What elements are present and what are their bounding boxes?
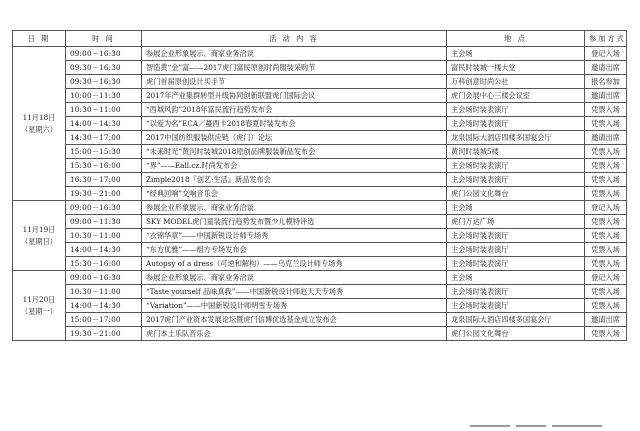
table-header-row <box>13 31 627 47</box>
table-row <box>13 47 627 61</box>
weekday-label: （星期日） <box>21 236 57 246</box>
time-cell: 14:30－17:00 <box>66 131 142 145</box>
table-body <box>13 47 627 341</box>
mode-cell: 凭票入场 <box>585 117 627 131</box>
table-row <box>13 173 627 187</box>
content-cell: Autopsy of a dress（可逆和解构）——乌克兰设计师专场秀 <box>142 257 447 271</box>
content-cell: 2017年产业集群转型升级协同创新联盟虎门国际会议 <box>142 89 447 103</box>
mode-cell: 凭票入场 <box>585 229 627 243</box>
content-cell: Zimple2018『创艺·生活』新品发布会 <box>142 173 447 187</box>
place-cell: 虎门万达广场 <box>447 215 585 229</box>
time-cell: 15:00－17:00 <box>66 313 142 327</box>
place-cell: 龙泉国际大酒店四楼多国宴会厅 <box>447 131 585 145</box>
content-cell: 2017虎门产业资本发展论坛暨虎门信博优选基金成立发布会 <box>142 313 447 327</box>
content-cell: “以爱为名”ECA／蔓酉卡2018春夏时装发布会 <box>142 117 447 131</box>
header-mode: 参加方式 <box>585 31 627 47</box>
place-cell: 虎门公园文化舞台 <box>447 327 585 341</box>
time-cell: 09:30－16:30 <box>66 61 142 75</box>
place-cell: 主会场时装表演厅 <box>447 159 585 173</box>
content-cell: “东方优雅”——组方专场发布会 <box>142 243 447 257</box>
time-cell: 19:30－21:00 <box>66 327 142 341</box>
content-cell: 虎门首届原创设计买手节 <box>142 75 447 89</box>
content-cell: 参展企业形象展示、商家业务洽谈 <box>142 47 447 61</box>
table-row <box>13 257 627 271</box>
header-place: 地 点 <box>447 31 585 47</box>
mode-cell: 凭票入场 <box>585 327 627 341</box>
mode-cell: 报名参加 <box>585 75 627 89</box>
date-label: 11月20日 <box>22 294 56 304</box>
content-cell: “经典回响”交响音乐会 <box>142 187 447 201</box>
table-row <box>13 61 627 75</box>
time-cell: 16:30－17:00 <box>66 173 142 187</box>
content-cell: 智造黄“金”富——2017虎门富民原创时尚服装采购节 <box>142 61 447 75</box>
place-cell: 主会场时装表演厅 <box>447 257 585 271</box>
table-row <box>13 131 627 145</box>
table-row <box>13 201 627 215</box>
content-cell: 虎门本土乐队音乐会 <box>142 327 447 341</box>
time-cell: 09:00－16:30 <box>66 47 142 61</box>
table-row <box>13 145 627 159</box>
table-row <box>13 159 627 173</box>
table-row <box>13 299 627 313</box>
place-cell: 虎门公园文化舞台 <box>447 187 585 201</box>
time-cell: 10:30－11:00 <box>66 103 142 117</box>
mode-cell: 凭票入场 <box>585 257 627 271</box>
place-cell: 黄河时装城5楼 <box>447 145 585 159</box>
place-cell: 主会场时装表演厅 <box>447 173 585 187</box>
table-row <box>13 89 627 103</box>
place-cell: 主会场时装表演厅 <box>447 229 585 243</box>
table-row <box>13 117 627 131</box>
time-cell: 14:00－14:30 <box>66 299 142 313</box>
time-cell: 14:00－14:30 <box>66 243 142 257</box>
mode-cell: 凭票入场 <box>585 243 627 257</box>
table-row <box>13 271 627 285</box>
table-row <box>13 187 627 201</box>
place-cell: 主会场 <box>447 47 585 61</box>
place-cell: 万科创意时尚公社 <box>447 75 585 89</box>
time-cell: 09:30－16:30 <box>66 75 142 89</box>
content-cell: “Variation”——中国新锐设计师明雪专场秀 <box>142 299 447 313</box>
table-row <box>13 313 627 327</box>
content-cell: “未来时光”黄河时装城2018原创品牌服装新品发布会 <box>142 145 447 159</box>
place-cell: 主会场时装表演厅 <box>447 117 585 131</box>
time-cell: 09:00－11:30 <box>66 215 142 229</box>
place-cell: 主会场时装表演厅 <box>447 103 585 117</box>
table-row <box>13 243 627 257</box>
table-row <box>13 215 627 229</box>
table-row <box>13 229 627 243</box>
time-cell: 09:00－16:30 <box>66 201 142 215</box>
mode-cell: 邀请出席 <box>585 313 627 327</box>
mode-cell: 凭票入场 <box>585 285 627 299</box>
mode-cell: 凭票入场 <box>585 145 627 159</box>
mode-cell: 凭票入场 <box>585 173 627 187</box>
content-cell: 参展企业形象展示、商家业务洽谈 <box>142 271 447 285</box>
mode-cell: 凭票入场 <box>585 159 627 173</box>
content-cell: “界”——Eall.cz.时尚发布会 <box>142 159 447 173</box>
time-cell: 14:00－14:30 <box>66 117 142 131</box>
table-row <box>13 327 627 341</box>
time-cell: 10:30－11:00 <box>66 229 142 243</box>
content-cell: “衣锦华章”——中国新锐设计师专场秀 <box>142 229 447 243</box>
time-cell: 15:30－16:00 <box>66 257 142 271</box>
content-cell: “西城风韵”2018年富民流行趋势发布会 <box>142 103 447 117</box>
time-cell: 15:30－16:00 <box>66 159 142 173</box>
content-cell: 参展企业形象展示、商家业务洽谈 <box>142 201 447 215</box>
mode-cell: 凭票入场 <box>585 103 627 117</box>
table-row <box>13 75 627 89</box>
mode-cell: 登记入场 <box>585 47 627 61</box>
place-cell: 虎门会展中心三楼会议室 <box>447 89 585 103</box>
header-content: 活 动 内 容 <box>142 31 447 47</box>
table-row <box>13 103 627 117</box>
header-time: 时 间 <box>66 31 142 47</box>
footer-decoration <box>470 412 620 415</box>
date-cell <box>13 47 66 201</box>
time-cell: 10:00－11:30 <box>66 89 142 103</box>
place-cell: 主会场时装表演厅 <box>447 299 585 313</box>
content-cell: “Taste yourself 品味真我”——中国新锐设计师赵天天专场秀 <box>142 285 447 299</box>
time-cell: 19:30－21:00 <box>66 187 142 201</box>
date-cell <box>13 201 66 271</box>
date-label: 11月18日 <box>22 112 56 122</box>
mode-cell: 凭票入场 <box>585 215 627 229</box>
place-cell: 主会场 <box>447 201 585 215</box>
mode-cell: 凭票入场 <box>585 187 627 201</box>
place-cell: 主会场 <box>447 271 585 285</box>
place-cell: 主会场时装表演厅 <box>447 243 585 257</box>
header-date: 日 期 <box>13 31 66 47</box>
mode-cell: 邀请出席 <box>585 61 627 75</box>
mode-cell: 邀请出席 <box>585 131 627 145</box>
place-cell: 龙泉国际大酒店四楼多国宴会厅 <box>447 313 585 327</box>
table-row <box>13 285 627 299</box>
mode-cell: 邀请出席 <box>585 89 627 103</box>
time-cell: 09:00－16:30 <box>66 271 142 285</box>
time-cell: 15:00－15:30 <box>66 145 142 159</box>
weekday-label: （星期一） <box>21 306 57 316</box>
place-cell: 主会场时装表演厅 <box>447 285 585 299</box>
date-label: 11月19日 <box>22 224 56 234</box>
content-cell: SKY MODEL虎门童装流行趋势发布暨少儿模特评选 <box>142 215 447 229</box>
date-cell <box>13 271 66 341</box>
time-cell: 10:30－11:00 <box>66 285 142 299</box>
mode-cell: 登记入场 <box>585 201 627 215</box>
content-cell: 2017中国纺织服装供应链（虎门）论坛 <box>142 131 447 145</box>
mode-cell: 登记入场 <box>585 271 627 285</box>
mode-cell: 凭票入场 <box>585 299 627 313</box>
event-schedule-table <box>12 30 627 341</box>
weekday-label: （星期六） <box>21 124 57 134</box>
place-cell: 富民时装城一楼大堂 <box>447 61 585 75</box>
